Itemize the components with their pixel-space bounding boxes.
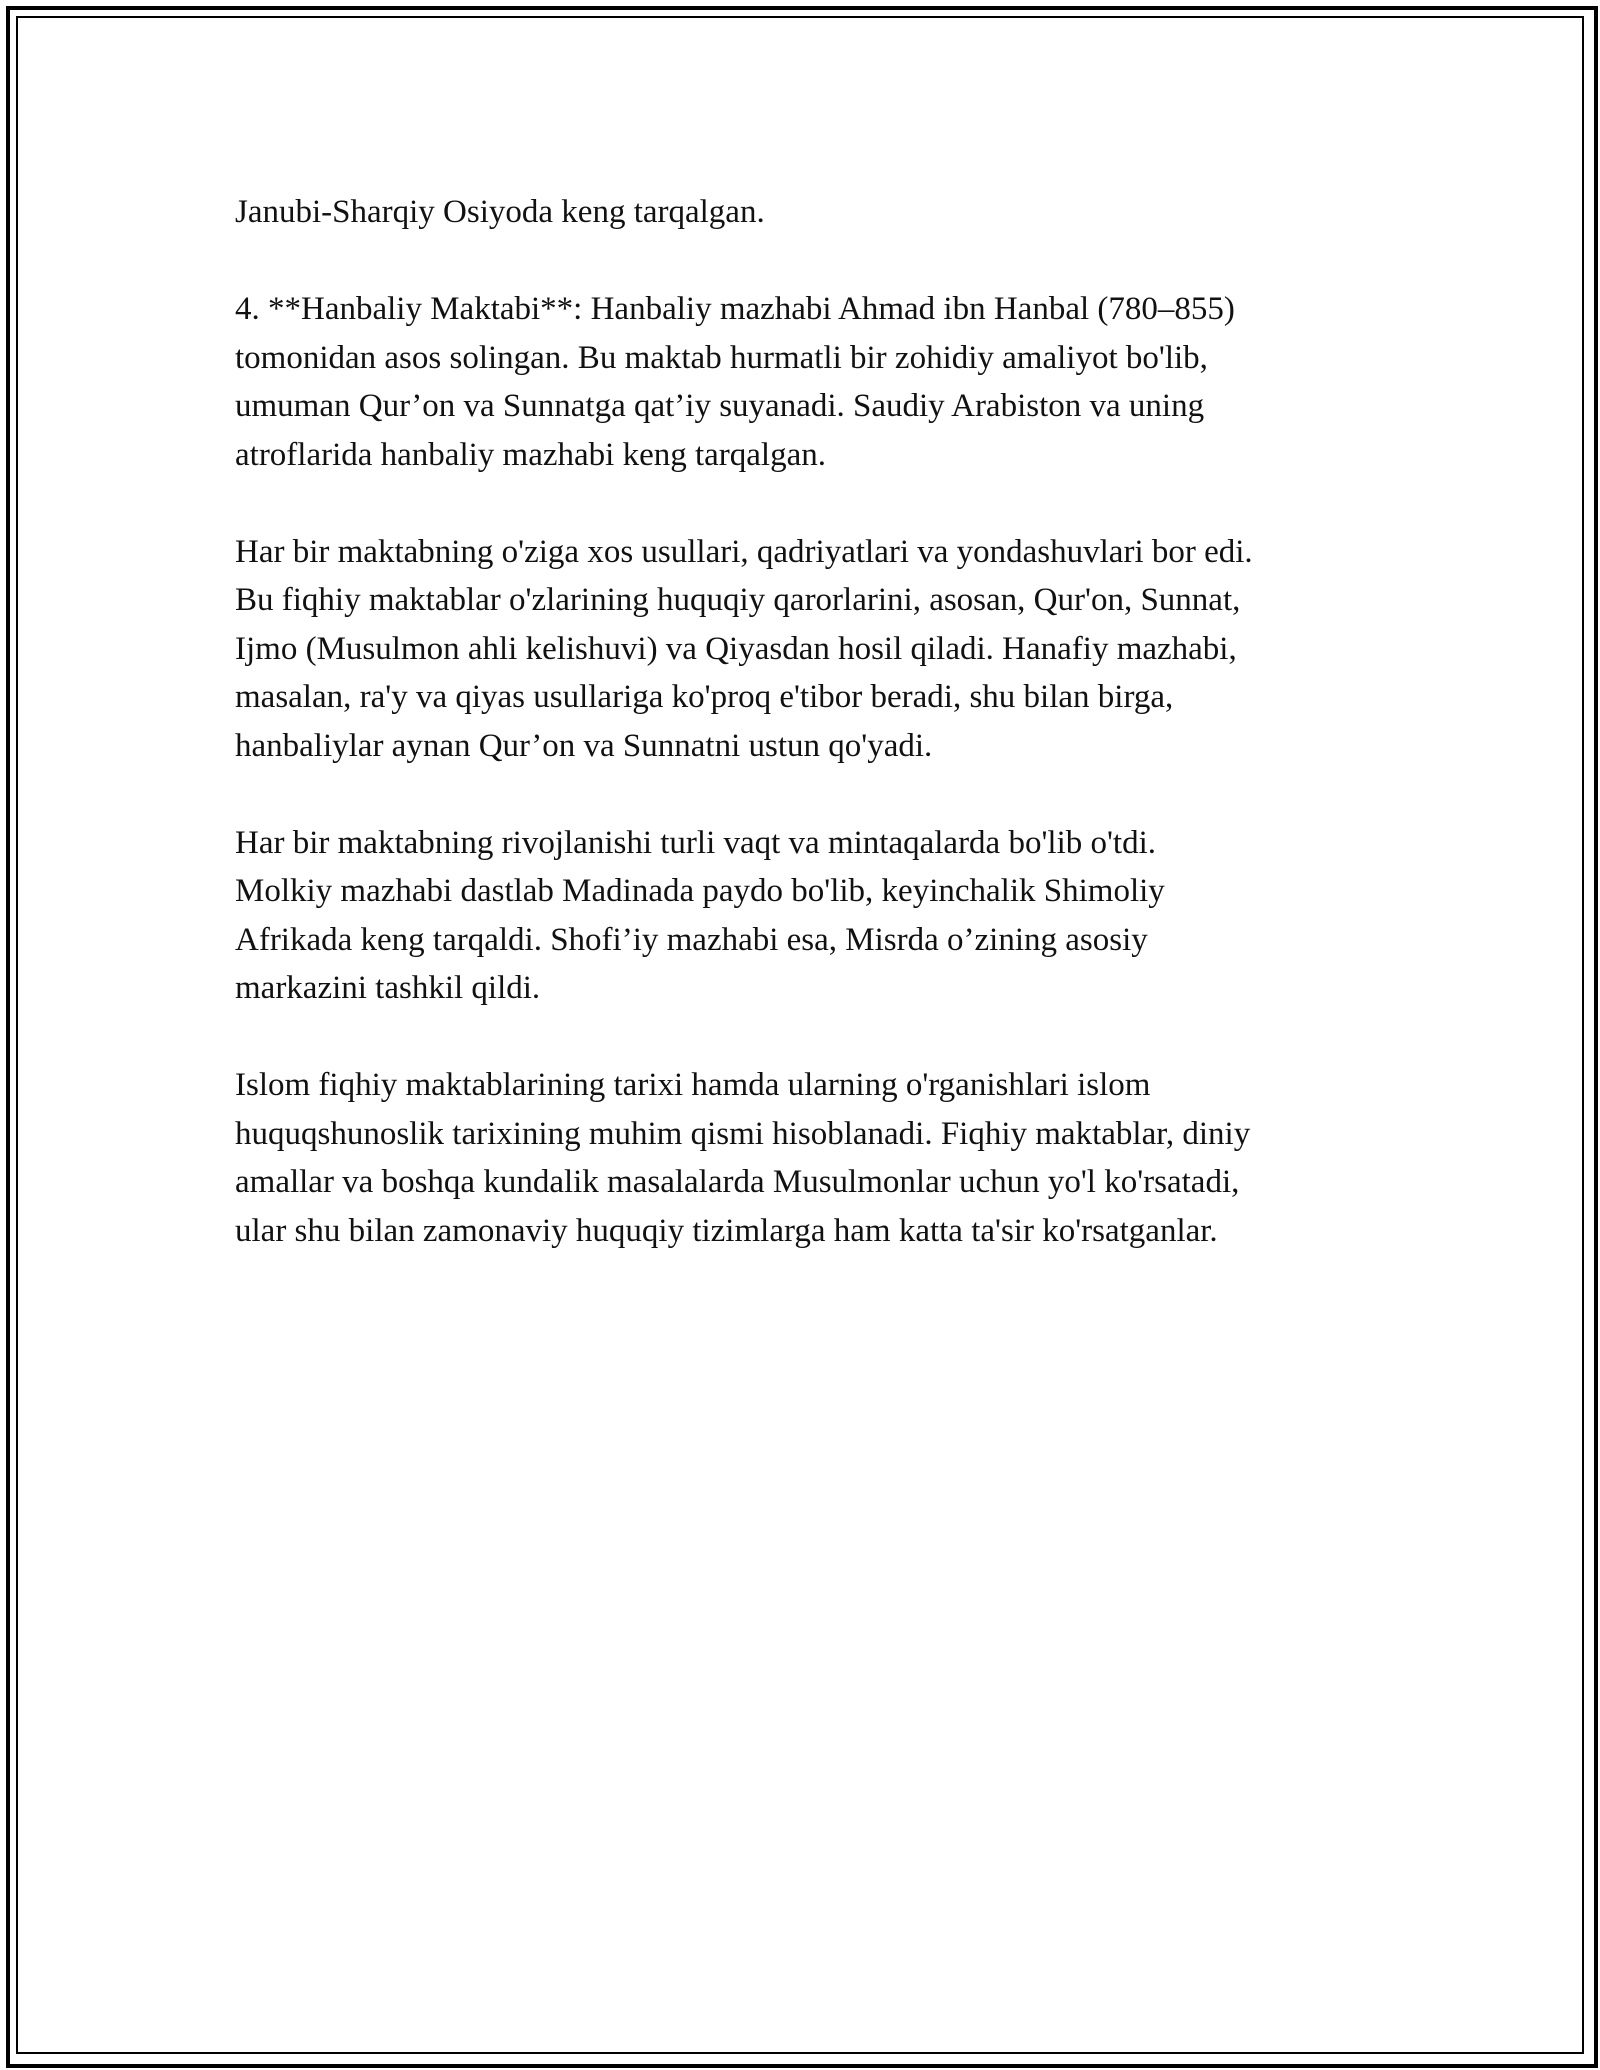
paragraph-continuation: Janubi-Sharqiy Osiyoda keng tarqalgan. [235, 194, 765, 230]
paragraph-maktab-usullari: Har bir maktabning o'ziga xos usullari, qadriyatlari va yondashuvlari bor edi. Bu fiqhiy maktablar o'zlarining huquqiy qarorlarini, asosan, Qur'on, Sunnat, Ijmo (Musulmon ahli kelishuvi) va Qiyasdan hosil qiladi. Hanafiy mazhabi, masalan, ra'y va qiyas usullariga ko'proq e'tibor beradi, shu bilan birga, hanbaliylar aynan Qur’on va Sunnatni ustun qo'yadi. [235, 533, 1253, 764]
paragraph-tarix: Islom fiqhiy maktablarining tarixi hamda ularning o'rganishlari islom huquqshunoslik tarixining muhim qismi hisoblanadi. Fiqhiy maktablar, diniy amallar va boshqa kundalik masalalarda Musulmonlar uchun yo'l ko'rsatadi, ular shu bilan zamonaviy huquqiy tizimlarga ham katta ta'sir ko'rsatganlar. [235, 1067, 1251, 1249]
paragraph-rivojlanish: Har bir maktabning rivojlanishi turli vaqt va mintaqalarda bo'lib o'tdi. Molkiy mazhabi dastlab Madinada paydo bo'lib, keyinchalik Shimoliy Afrikada keng tarqaldi. Shofi’iy mazhabi esa, Misrda o’zining asosiy markazini tashkil qildi. [235, 824, 1165, 1006]
document-body [235, 188, 1385, 1304]
paragraph-hanbaliy-maktabi: 4. **Hanbaliy Maktabi**: Hanbaliy mazhabi Ahmad ibn Hanbal (780–855) tomonidan asos solingan. Bu maktab hurmatli bir zohidiy amaliyot bo'lib, umuman Qur’on va Sunnatga qat’iy suyanadi. Saudiy Arabiston va uning atroflarida hanbaliy mazhabi keng tarqalgan. [235, 291, 1235, 473]
